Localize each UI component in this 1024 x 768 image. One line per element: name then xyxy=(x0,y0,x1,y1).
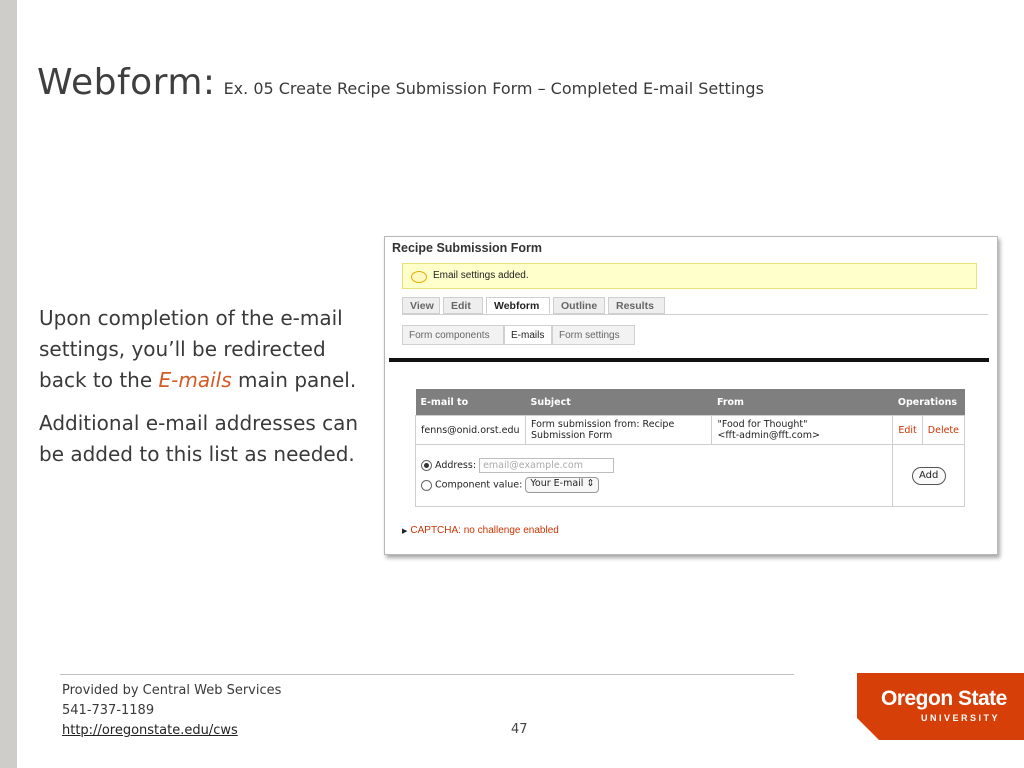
header-from: From xyxy=(712,389,893,416)
address-option xyxy=(421,458,887,473)
tab-edit[interactable]: Edit xyxy=(443,297,483,314)
component-radio[interactable] xyxy=(421,480,432,491)
cell-delete xyxy=(922,416,964,445)
captcha-text: CAPTCHA: no challenge enabled xyxy=(410,525,559,536)
tab-webform[interactable]: Webform xyxy=(486,297,550,314)
logo-line1: Oregon State xyxy=(881,687,1007,710)
address-radio[interactable] xyxy=(421,460,432,471)
paragraph-redirect-text-b: main panel. xyxy=(231,368,357,392)
table-header-row xyxy=(416,389,965,416)
page-number: 47 xyxy=(511,722,528,737)
cell-subject: Form submission from: Recipe Submission Form xyxy=(525,416,711,445)
triangle-right-icon: ▶ xyxy=(402,528,408,535)
subtab-form-components[interactable]: Form components xyxy=(402,325,504,345)
header-operations: Operations xyxy=(893,389,965,416)
footer-phone: 541-737-1189 xyxy=(62,703,155,718)
captcha-toggle[interactable] xyxy=(402,525,559,536)
paragraph-redirect-text-a: Upon completion of the e-mail settings, you’ll be redirected back to the xyxy=(39,306,343,392)
tabs-divider xyxy=(402,314,988,315)
paragraph-redirect xyxy=(39,303,379,396)
slide-title xyxy=(37,62,764,103)
add-cell xyxy=(893,445,965,507)
form-title: Recipe Submission Form xyxy=(392,241,543,255)
title-main: Webform: xyxy=(37,62,216,103)
from-name: "Food for Thought" xyxy=(717,419,808,430)
from-address: <fft-admin@fft.com> xyxy=(717,430,820,441)
component-select[interactable] xyxy=(525,477,599,493)
tab-results[interactable]: Results xyxy=(608,297,665,314)
table-row xyxy=(416,416,965,445)
subtab-emails[interactable]: E-mails xyxy=(504,325,552,345)
emails-accent-text: E-mails xyxy=(158,368,232,392)
component-option xyxy=(421,477,887,493)
slide-body xyxy=(39,303,379,482)
address-label: Address: xyxy=(435,460,477,471)
tab-view[interactable]: View xyxy=(402,297,440,314)
subtab-form-settings[interactable]: Form settings xyxy=(552,325,635,345)
footer-link[interactable]: http://oregonstate.edu/cws xyxy=(62,723,238,738)
logo-line2: UNIVERSITY xyxy=(920,713,1000,723)
footer-provider: Provided by Central Web Services xyxy=(62,683,282,698)
component-label: Component value: xyxy=(435,479,523,491)
left-accent-bar xyxy=(0,0,17,768)
paragraph-additional: Additional e-mail addresses can be added to this list as needed. xyxy=(39,411,359,466)
status-message-text: Email settings added. xyxy=(433,270,529,281)
header-subject: Subject xyxy=(525,389,711,416)
add-button[interactable]: Add xyxy=(912,467,946,485)
content-divider-bar xyxy=(389,358,989,362)
footer-info xyxy=(62,681,281,741)
updown-arrow-icon: ⇕ xyxy=(586,478,595,489)
emails-table xyxy=(415,389,965,507)
header-email-to: E-mail to xyxy=(416,389,526,416)
edit-link[interactable]: Edit xyxy=(898,424,917,436)
osu-logo xyxy=(857,673,1024,740)
address-input[interactable]: email@example.com xyxy=(479,458,614,473)
speech-bubble-icon xyxy=(411,271,427,283)
tab-outline[interactable]: Outline xyxy=(553,297,605,314)
status-message xyxy=(402,263,977,289)
webform-screenshot xyxy=(384,236,998,555)
delete-link[interactable]: Delete xyxy=(927,424,959,436)
footer-divider xyxy=(60,674,794,675)
cell-email-to: fenns@onid.orst.edu xyxy=(416,416,526,445)
cell-edit xyxy=(893,416,922,445)
cell-from xyxy=(712,416,893,445)
title-subtitle: Ex. 05 Create Recipe Submission Form – Completed E-mail Settings xyxy=(223,79,764,98)
logo-notch xyxy=(857,718,879,740)
component-selected-value: Your E-mail xyxy=(530,478,584,489)
add-email-options xyxy=(416,445,893,507)
add-email-row xyxy=(416,445,965,507)
